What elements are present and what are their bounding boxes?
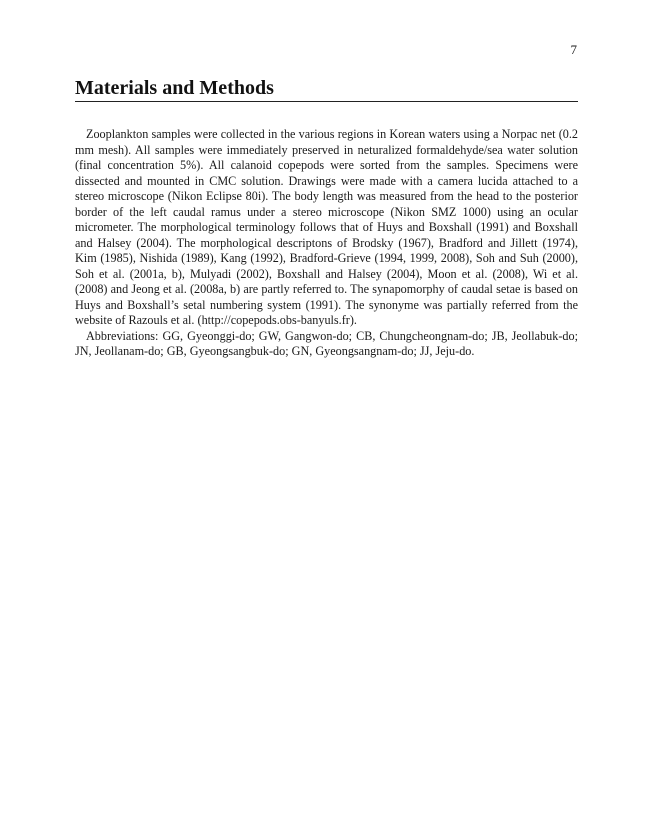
section-body (75, 127, 578, 360)
methods-paragraph: Zooplankton samples were collected in the various regions in Korean waters using a Norpac net (0.2 mm mesh). All samples were immediately preserved in neturalized formaldehyde/sea water solution (final concentration 5%). All calanoid copepods were sorted from the samples. Specimens were dissected and mounted in CMC solution. Drawings were made with a camera lucida attached to a stereo microscope (Nikon Eclipse 80i). The body length was measured from the head to the posterior border of the left caudal ramus under a stereo microscope (Nikon SMZ 1000) using an ocular micrometer. The morphological terminology follows that of Huys and Boxshall (1991) and Boxshall and Halsey (2004). The morphological descriptons of Brodsky (1967), Bradford and Jillett (1974), Kim (1985), Nishida (1989), Kang (1992), Bradford-Grieve (1994, 1999, 2008), Soh and Suh (2000), Soh et al. (2001a, b), Mulyadi (2002), Boxshall and Halsey (2004), Moon et al. (2008), Wi et al. (2008) and Jeong et al. (2008a, b) are partly referred to. The synapomorphy of caudal setae is based on Huys and Boxshall’s setal numbering system (1991). The synonyme was partially referred from the website of Razouls et al. (http://copepods.obs-banyuls.fr). (75, 127, 578, 327)
section-heading: Materials and Methods (75, 76, 578, 102)
abbreviations-paragraph: Abbreviations: GG, Gyeonggi-do; GW, Gangwon-do; CB, Chungcheongnam-do; JB, Jeollabuk-do; JN, Jeollanam-do; GB, Gyeongsangbuk-do; GN, Gyeongsangnam-do; JJ, Jeju-do. (75, 328, 578, 358)
page-number: 7 (570, 42, 577, 57)
